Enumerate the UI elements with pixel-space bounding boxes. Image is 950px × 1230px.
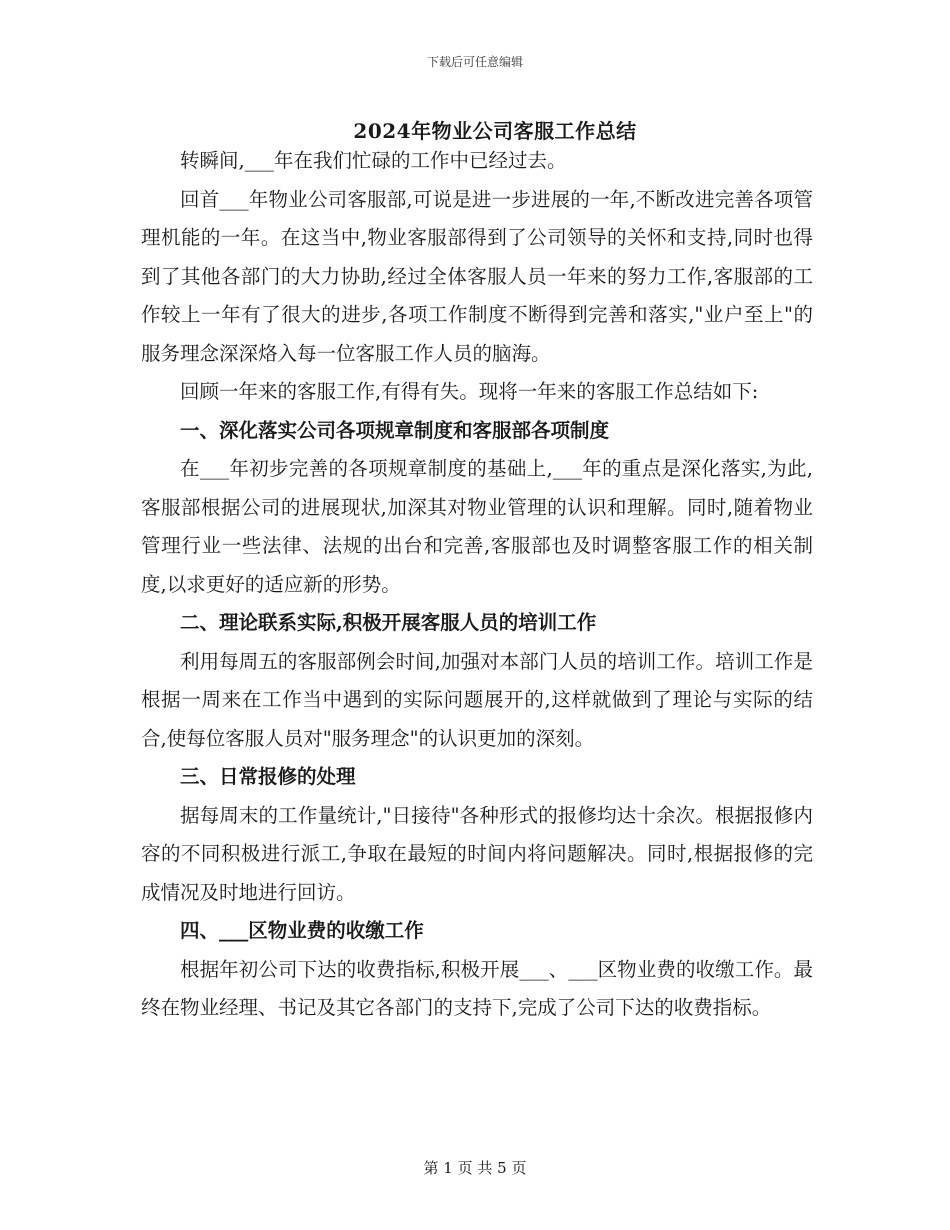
- section-body: 在___年初步完善的各项规章制度的基础上,___年的重点是深化落实,为此,客服部根据公司的进展现状,加深其对物业管理的认识和理解。同时,随着物业管理行业一些法律、法规的出台和完善,客服部也及时调整客服工作的相关制度,以求更好的适应新的形势。: [141, 457, 813, 596]
- section-body: 利用每周五的客服部例会时间,加强对本部门人员的培训工作。培训工作是根据一周来在工作当中遇到的实际问题展开的,这样就做到了理论与实际的结合,使每位客服人员对"服务理念"的认识更加的深刻。: [141, 649, 813, 750]
- paragraph: 转瞬间,___年在我们忙碌的工作中已经过去。: [180, 149, 567, 172]
- page-number: 第 1 页 共 5 页: [423, 1159, 527, 1177]
- document-body: [141, 142, 813, 1028]
- paragraph: 回顾一年来的客服工作,有得有失。现将一年来的客服工作总结如下:: [180, 380, 759, 403]
- section-heading: 二、理论联系实际,积极开展客服人员的培训工作: [180, 611, 597, 634]
- section-heading: 四、___区物业费的收缴工作: [180, 919, 424, 942]
- section-heading: 一、深化落实公司各项规章制度和客服部各项制度: [180, 418, 610, 442]
- section-heading: 三、日常报修的处理: [180, 765, 356, 788]
- document-title: 2024年物业公司客服工作总结: [353, 119, 637, 143]
- section-body: 据每周末的工作量统计,"日接待"各种形式的报修均达十余次。根据报修内容的不同积极进行派工,争取在最短的时间内将问题解决。同时,根据报修的完成情况及时地进行回访。: [141, 803, 813, 904]
- section-body: 根据年初公司下达的收费指标,积极开展___、___区物业费的收缴工作。最终在物业经理、书记及其它各部门的支持下,完成了公司下达的收费指标。: [141, 957, 813, 1019]
- header-note: 下载后可任意编辑: [426, 55, 523, 69]
- paragraph: 回首___年物业公司客服部,可说是进一步进展的一年,不断改进完善各项管理机能的一年。在这当中,物业客服部得到了公司领导的关怀和支持,同时也得到了其他各部门的大力协助,经过全体客服人员一年来的努力工作,客服部的工作较上一年有了很大的进步,各项工作制度不断得到完善和落实,"业户至上"的服务理念深深烙入每一位客服工作人员的脑海。: [141, 187, 813, 365]
